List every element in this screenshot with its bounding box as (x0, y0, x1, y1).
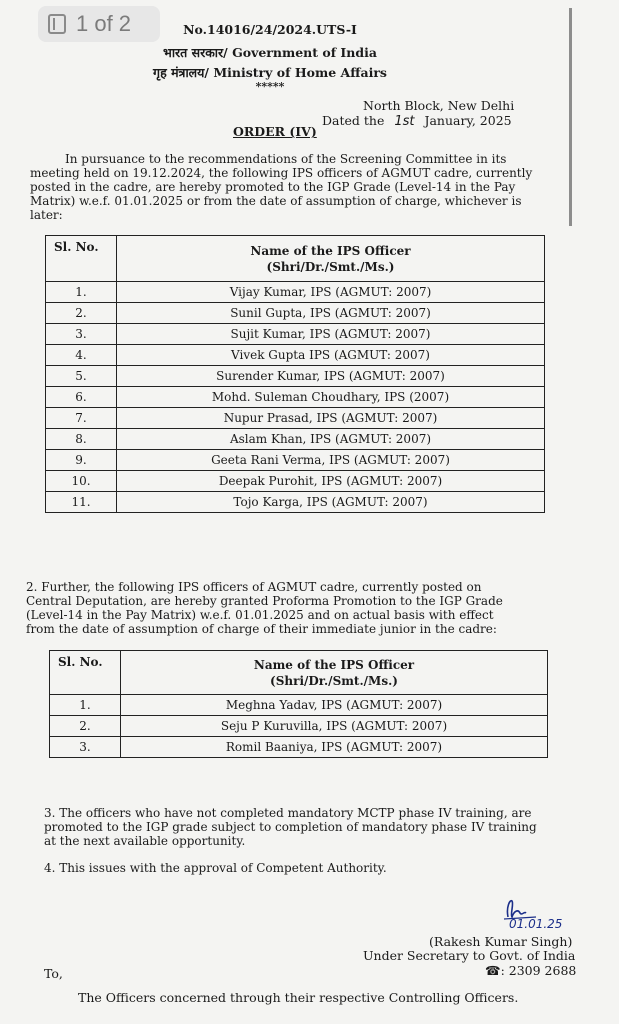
page-indicator-text: 1 of 2 (76, 11, 132, 36)
para1-line: later: (30, 208, 63, 222)
table-row (50, 695, 548, 716)
table2-header-sl: Sl. No. (50, 651, 121, 695)
ministry-name: गृह मंत्रालय/ Ministry of Home Affairs (153, 65, 387, 80)
row-sl: 3. (50, 737, 121, 758)
para3-line: at the next available opportunity. (44, 834, 246, 848)
scrollbar[interactable] (569, 8, 572, 226)
table-row (46, 471, 545, 492)
table-row (50, 737, 548, 758)
table1-header-name (117, 236, 545, 282)
row-sl: 6. (46, 387, 117, 408)
row-sl: 1. (50, 695, 121, 716)
table-row (46, 345, 545, 366)
row-name: Tojo Karga, IPS (AGMUT: 2007) (117, 492, 545, 513)
para4-text: 4. This issues with the approval of Competent Authority. (44, 861, 387, 875)
table-row (46, 303, 545, 324)
promotion-table (45, 235, 545, 513)
dated-suffix: January, 2025 (424, 113, 512, 128)
para2-line: 2. Further, the following IPS officers of AGMUT cadre, currently posted on (26, 580, 482, 594)
signatory-phone: ☎: 2309 2688 (485, 963, 577, 978)
row-name: Nupur Prasad, IPS (AGMUT: 2007) (117, 408, 545, 429)
para1-line: In pursuance to the recommendations of the Screening Committee in its (65, 152, 507, 166)
row-name: Seju P Kuruvilla, IPS (AGMUT: 2007) (121, 716, 548, 737)
para1-line: posted in the cadre, are hereby promoted to the IGP Grade (Level-14 in the Pay (30, 180, 516, 194)
table1-header-name-line2: (Shri/Dr./Smt./Ms.) (266, 259, 395, 274)
to-label: To, (44, 966, 63, 981)
row-name: Romil Baaniya, IPS (AGMUT: 2007) (121, 737, 548, 758)
table-row (46, 387, 545, 408)
row-name: Sunil Gupta, IPS (AGMUT: 2007) (117, 303, 545, 324)
row-name: Geeta Rani Verma, IPS (AGMUT: 2007) (117, 450, 545, 471)
table-row (46, 366, 545, 387)
signature-date: 01.01.25 (509, 917, 563, 931)
row-sl: 10. (46, 471, 117, 492)
order-title: ORDER (IV) (233, 124, 317, 139)
para2-line: Central Deputation, are hereby granted Proforma Promotion to the IGP Grade (26, 594, 503, 608)
row-sl: 2. (46, 303, 117, 324)
signatory-designation: Under Secretary to Govt. of India (363, 948, 576, 963)
row-sl: 7. (46, 408, 117, 429)
signatory-name: (Rakesh Kumar Singh) (429, 934, 573, 949)
table-row (46, 408, 545, 429)
table-row (46, 324, 545, 345)
table2-header-name-line1: Name of the IPS Officer (253, 657, 415, 672)
table2-header-name (121, 651, 548, 695)
row-name: Vivek Gupta IPS (AGMUT: 2007) (117, 345, 545, 366)
government-name: भारत सरकार/ Government of India (163, 45, 377, 60)
row-sl: 3. (46, 324, 117, 345)
table1-header-name-line1: Name of the IPS Officer (250, 243, 411, 258)
row-sl: 9. (46, 450, 117, 471)
table1-header-sl: Sl. No. (46, 236, 117, 282)
para1-line: meeting held on 19.12.2024, the following IPS officers of AGMUT cadre, currently (30, 166, 533, 180)
order-number: No.14016/24/2024.UTS-I (183, 22, 357, 37)
row-sl: 11. (46, 492, 117, 513)
row-sl: 4. (46, 345, 117, 366)
table-row (46, 492, 545, 513)
row-sl: 1. (46, 282, 117, 303)
row-sl: 5. (46, 366, 117, 387)
row-sl: 8. (46, 429, 117, 450)
row-name: Aslam Khan, IPS (AGMUT: 2007) (117, 429, 545, 450)
row-name: Sujit Kumar, IPS (AGMUT: 2007) (117, 324, 545, 345)
table-row (50, 716, 548, 737)
row-sl: 2. (50, 716, 121, 737)
table-row (46, 450, 545, 471)
order-date (322, 113, 512, 129)
row-name: Mohd. Suleman Choudhary, IPS (2007) (117, 387, 545, 408)
table2-header-name-line2: (Shri/Dr./Smt./Ms.) (270, 673, 398, 688)
table-row (46, 429, 545, 450)
row-name: Surender Kumar, IPS (AGMUT: 2007) (117, 366, 545, 387)
dated-prefix: Dated the (322, 113, 385, 128)
header-stars: ***** (255, 80, 285, 93)
dated-handwritten: 1st (394, 114, 415, 129)
location: North Block, New Delhi (363, 98, 515, 113)
para1-line: Matrix) w.e.f. 01.01.2025 or from the date of assumption of charge, whichever is (30, 194, 522, 208)
para2-line: (Level-14 in the Pay Matrix) w.e.f. 01.01.2025 and on actual basis with effect (26, 608, 494, 622)
para2-line: from the date of assumption of charge of their immediate junior in the cadre: (26, 622, 497, 636)
proforma-promotion-table (49, 650, 548, 758)
para3-line: 3. The officers who have not completed mandatory MCTP phase IV training, are (44, 806, 532, 820)
para3-line: promoted to the IGP grade subject to completion of mandatory phase IV training (44, 820, 537, 834)
row-name: Deepak Purohit, IPS (AGMUT: 2007) (117, 471, 545, 492)
row-name: Meghna Yadav, IPS (AGMUT: 2007) (121, 695, 548, 716)
recipients: The Officers concerned through their respective Controlling Officers. (78, 990, 519, 1005)
row-name: Vijay Kumar, IPS (AGMUT: 2007) (117, 282, 545, 303)
table-row (46, 282, 545, 303)
